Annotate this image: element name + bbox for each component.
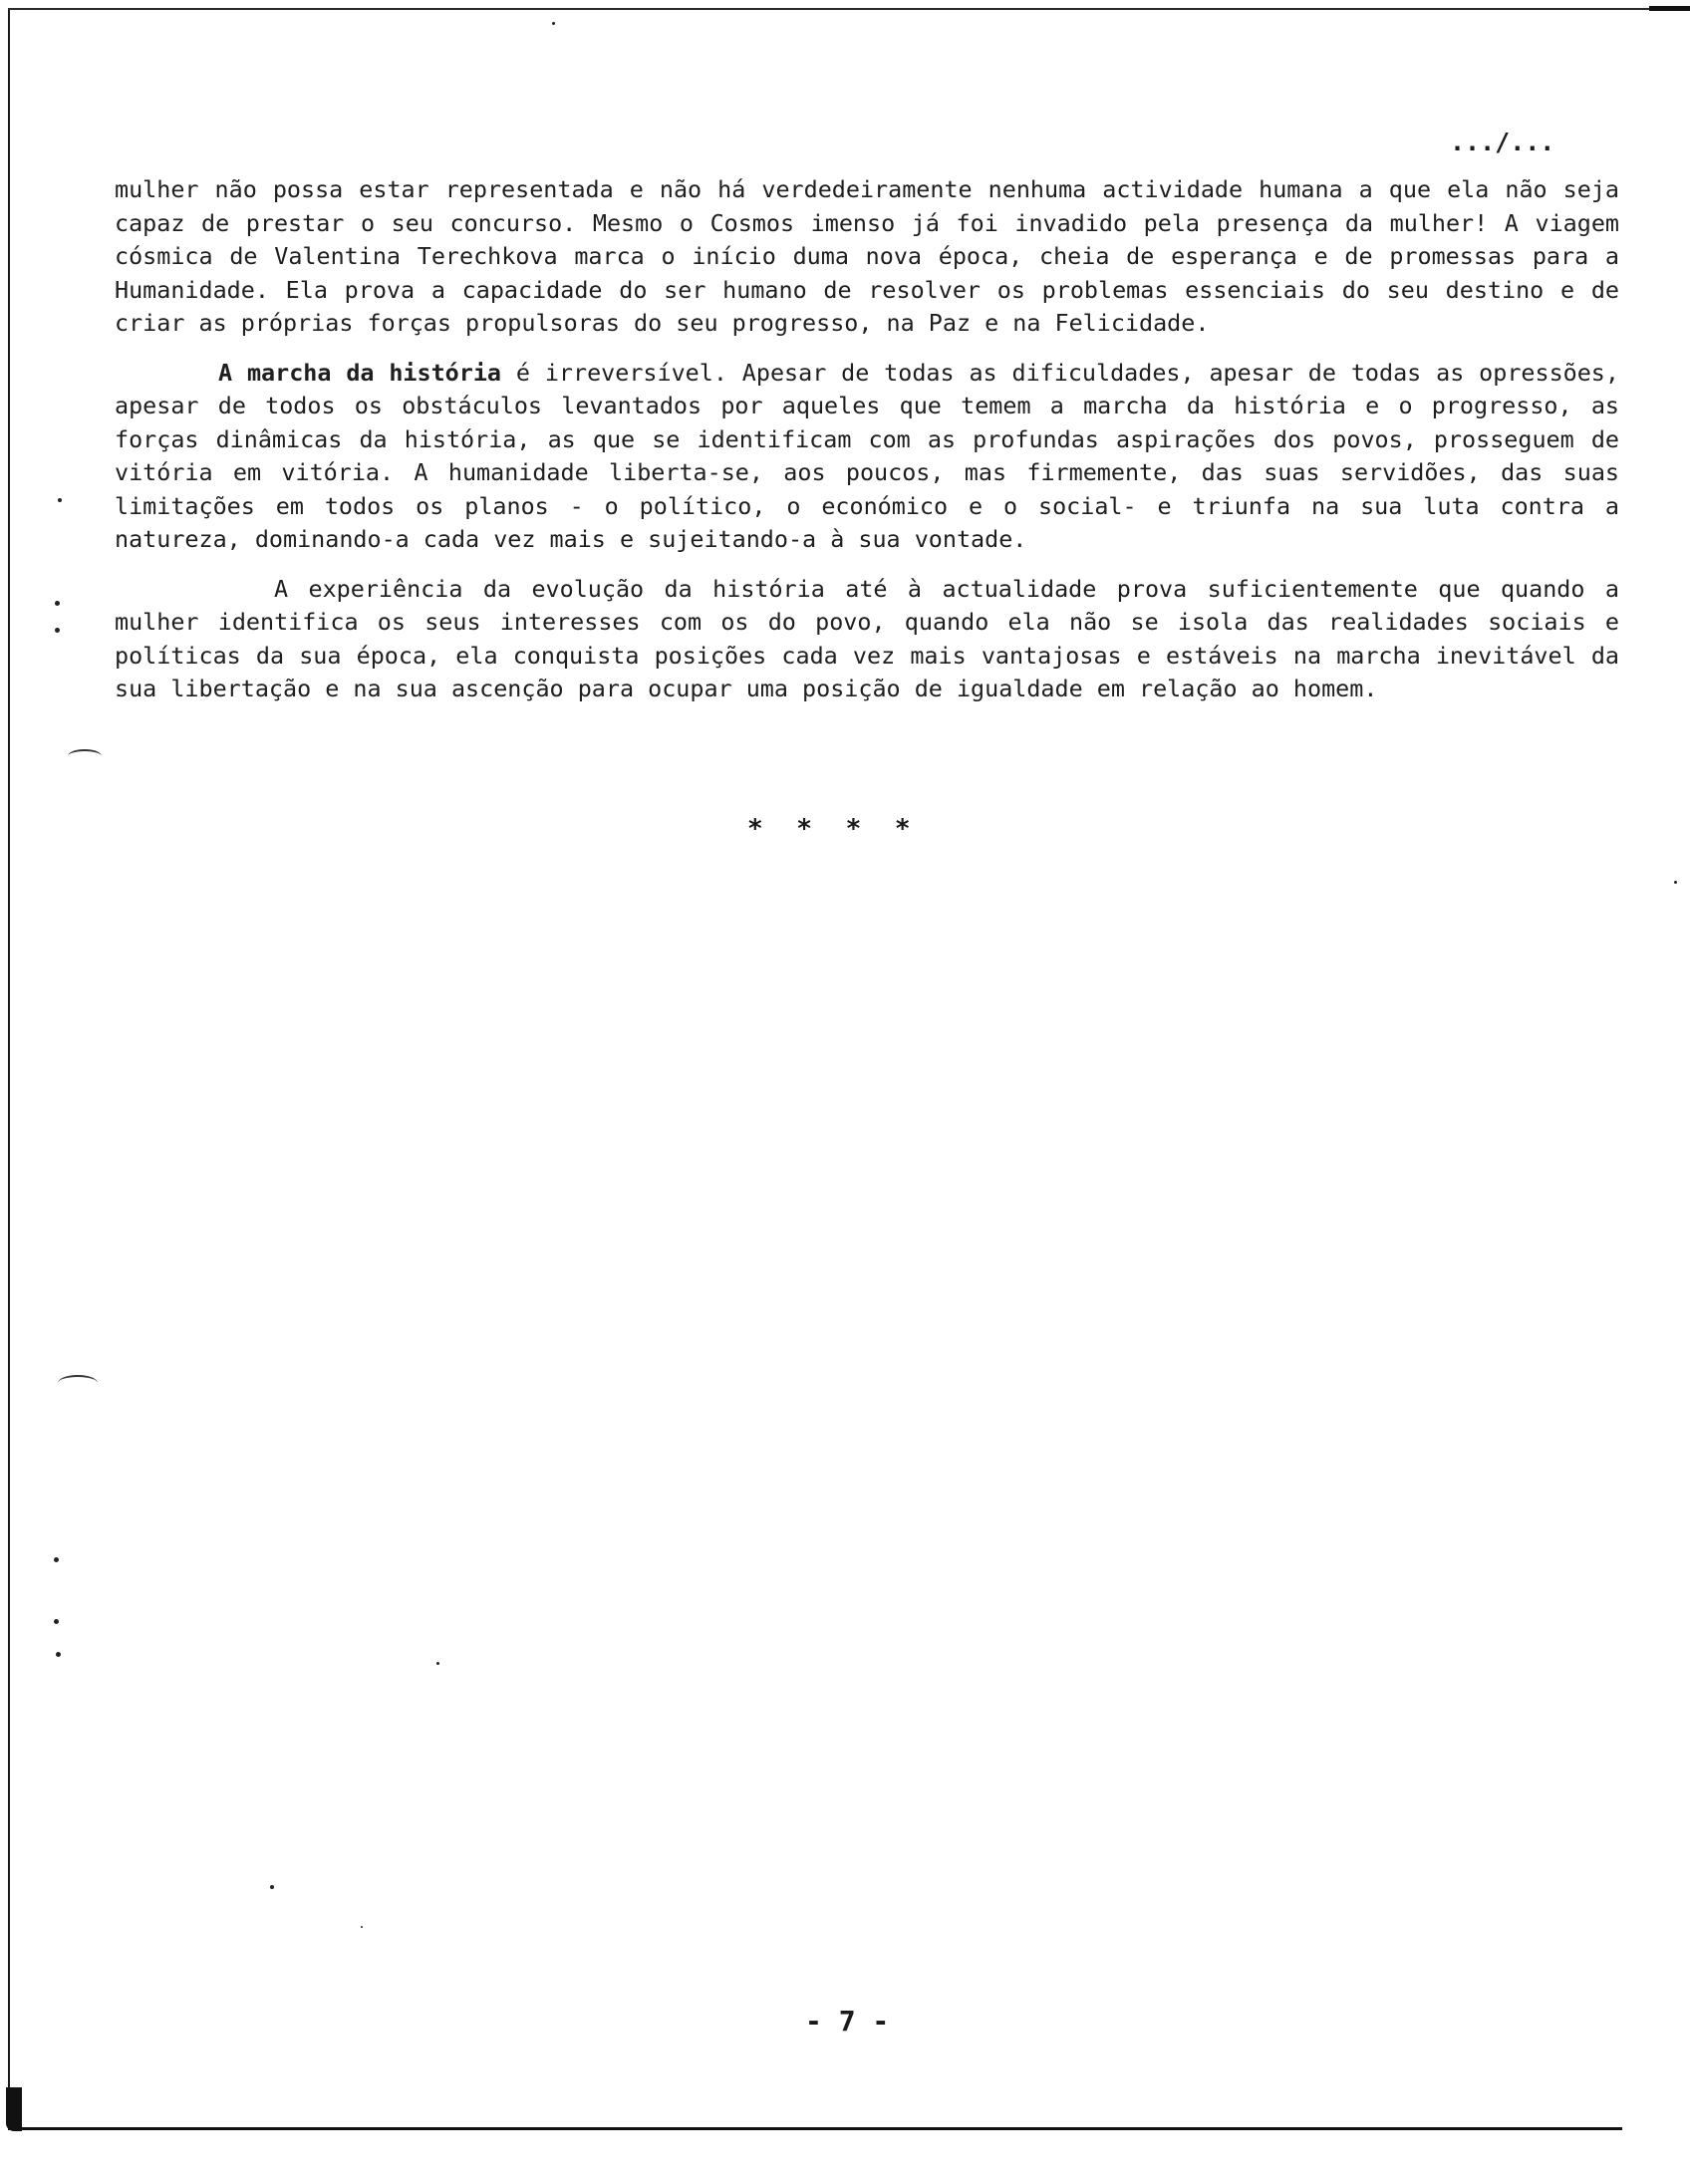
scan-speck (436, 1662, 439, 1665)
scan-speck (270, 1885, 274, 1889)
scan-corner-mark (6, 2087, 22, 2131)
scan-border-top (8, 8, 1652, 10)
scan-speck (55, 601, 60, 606)
scan-speck (54, 1557, 59, 1562)
paragraph-2-body: é irreversível. Apesar de todas as dificuldades, apesar de todas as opressões, apesar de todos os obstáculos levantados por aqueles que temem a marcha da história e o progresso, as forças dinâmicas da história, as que se identificam com as profundas aspirações dos povos, prosseguem de vitória em vitória. A humanidade liberta-se, aos poucos, mas firmemente, das suas servidões, das suas limitações em todos os planos - o político, o económico e o social- e triunfa na sua luta contra a natureza, dominando-a cada vez mais e sujeitando-a à sua vontade. (115, 358, 1619, 553)
scan-speck (54, 1619, 59, 1624)
paragraph-1: mulher não possa estar representada e não há verdedeiramente nenhuma actividade humana a que ela não seja capaz de prestar o seu concurso. Mesmo o Cosmos imenso já foi invadido pela presença da mulher! A viagem cósmica de Valentina Terechkova marca o início duma nova época, cheia de esperança e de promessas para a Humanidade. Ela prova a capacidade do ser humano de resolver os problemas essenciais do seu destino e de criar as próprias forças propulsoras do seu progresso, na Paz e na Felicidade. (115, 175, 1619, 337)
section-separator: * * * * (747, 814, 911, 844)
scan-speck (552, 22, 555, 25)
paragraph-2-heading: A marcha da história (218, 358, 502, 387)
scan-arc-mark (58, 1375, 98, 1391)
scan-speck (56, 1652, 61, 1657)
scan-speck (58, 498, 62, 502)
body-text (115, 173, 1619, 706)
scan-border-bottom (8, 2127, 1622, 2130)
continuation-mark: .../... (1450, 128, 1555, 156)
page-number: - 7 - (805, 2005, 890, 2038)
scan-speck (55, 628, 60, 633)
scan-border-left (8, 10, 10, 2127)
scan-arc-mark (68, 749, 102, 763)
paragraph-2 (115, 357, 1619, 557)
paragraph-3: A experiência da evolução da história até à actualidade prova suficientemente que quando a mulher identifica os seus interesses com os do povo, quando ela não se isola das realidades sociais e políticas da sua época, ela conquista posições cada vez mais vantajosas e estáveis na marcha inevitável da sua libertação e na sua ascenção para ocupar uma posição de igualdade em relação ao homem. (115, 574, 1619, 702)
scan-border-top-right (1649, 6, 1690, 11)
scan-speck (361, 1926, 363, 1928)
scan-speck (1674, 881, 1677, 884)
